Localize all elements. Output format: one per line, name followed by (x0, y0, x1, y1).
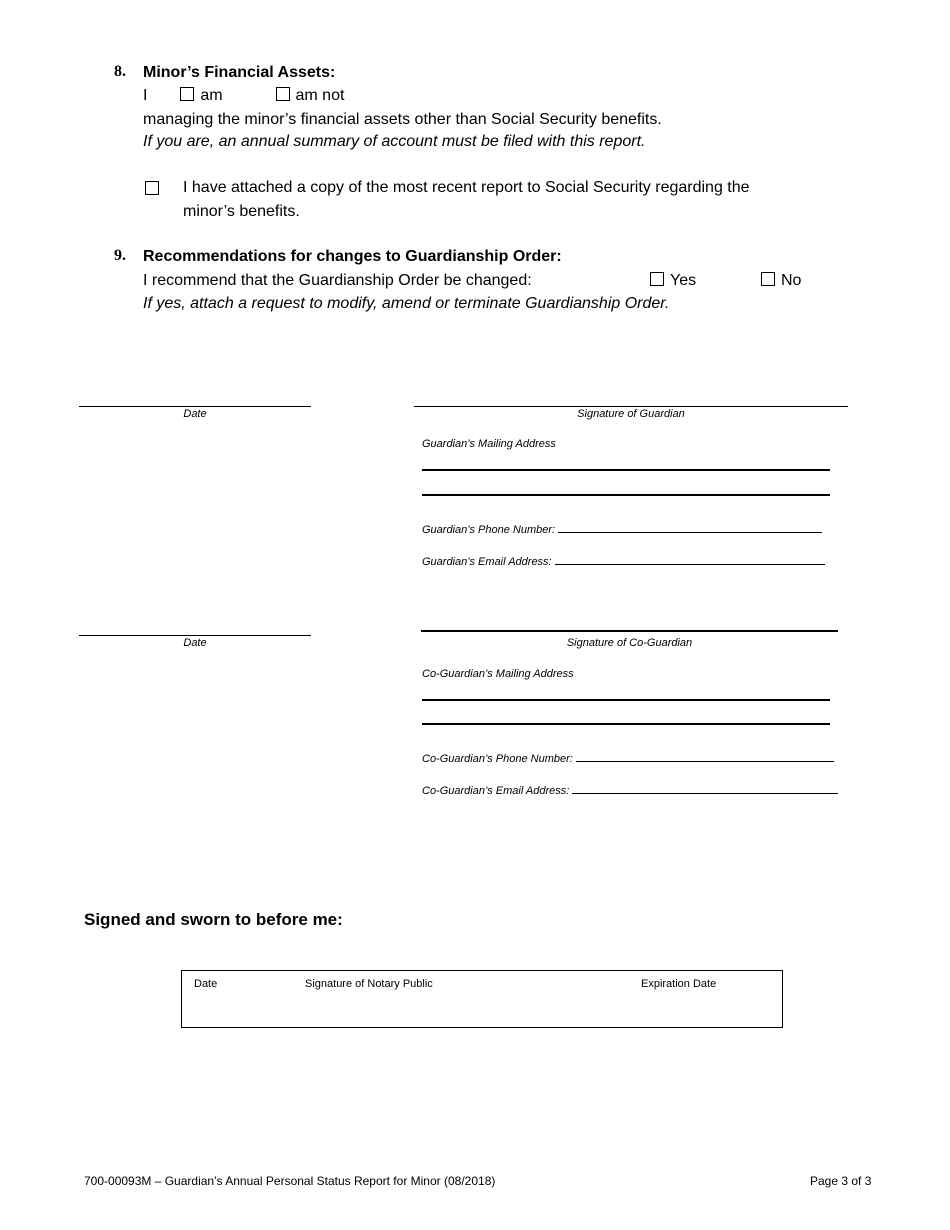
guardian-phone-field (422, 522, 822, 536)
guardian-mailing-label: Guardian’s Mailing Address (422, 438, 556, 450)
coguardian-email-label: Co-Guardian’s Email Address: (422, 785, 570, 797)
yes-label: Yes (670, 272, 697, 289)
guardian-date-line[interactable] (79, 406, 311, 407)
guardian-email-label: Guardian’s Email Address: (422, 556, 552, 568)
am-not-checkbox[interactable] (276, 87, 290, 101)
coguardian-date-label: Date (183, 637, 207, 649)
section-8-choice-row (143, 86, 344, 106)
coguardian-address-line-1[interactable] (422, 699, 830, 701)
section-8-heading: Minor’s Financial Assets: (143, 64, 336, 81)
section-9-question: I recommend that the Guardianship Order be changed: (143, 272, 532, 289)
notary-signature-label: Signature of Notary Public (305, 978, 433, 990)
coguardian-phone-input-line[interactable] (576, 751, 834, 762)
footer-form-title: 700-00093M – Guardian’s Annual Personal Status Report for Minor (08/2018) (84, 1174, 496, 1188)
yes-option (650, 271, 696, 291)
section-9-note: If yes, attach a request to modify, amend or terminate Guardianship Order. (143, 295, 670, 312)
notary-box[interactable] (181, 970, 783, 1028)
yes-checkbox[interactable] (650, 272, 664, 286)
attached-report-line-2: minor’s benefits. (183, 203, 300, 220)
guardian-signature-label: Signature of Guardian (577, 408, 685, 420)
coguardian-phone-label: Co-Guardian’s Phone Number: (422, 753, 573, 765)
am-checkbox[interactable] (180, 87, 194, 101)
section-9-number: 9. (114, 247, 126, 264)
am-label: am (200, 87, 223, 104)
footer-page-number: Page 3 of 3 (810, 1174, 872, 1188)
pronoun-text: I (143, 87, 148, 104)
no-option (761, 271, 801, 291)
coguardian-signature-line[interactable] (421, 630, 838, 632)
no-checkbox[interactable] (761, 272, 775, 286)
coguardian-address-line-2[interactable] (422, 723, 830, 725)
section-8-number: 8. (114, 63, 126, 80)
no-label: No (781, 272, 802, 289)
notary-date-label: Date (194, 978, 218, 990)
coguardian-date-line[interactable] (79, 635, 311, 636)
am-not-label: am not (295, 87, 345, 104)
guardian-address-line-1[interactable] (422, 469, 830, 471)
coguardian-mailing-label: Co-Guardian’s Mailing Address (422, 668, 574, 680)
guardian-signature-line[interactable] (414, 406, 848, 407)
guardian-date-label: Date (183, 408, 207, 420)
attached-report-checkbox[interactable] (145, 181, 159, 195)
sworn-heading: Signed and sworn to before me: (84, 910, 343, 929)
guardian-email-field (422, 554, 825, 568)
coguardian-email-field (422, 783, 838, 797)
section-9-heading: Recommendations for changes to Guardianship Order: (143, 248, 562, 265)
guardian-email-input-line[interactable] (555, 554, 825, 565)
guardian-phone-input-line[interactable] (558, 522, 822, 533)
notary-expiration-label: Expiration Date (641, 978, 717, 990)
guardian-address-line-2[interactable] (422, 494, 830, 496)
coguardian-signature-label: Signature of Co-Guardian (566, 637, 693, 649)
section-8-note: If you are, an annual summary of account must be filed with this report. (143, 133, 646, 150)
section-8-statement: managing the minor’s financial assets other than Social Security benefits. (143, 111, 662, 128)
guardian-phone-label: Guardian’s Phone Number: (422, 524, 556, 536)
coguardian-email-input-line[interactable] (572, 783, 838, 794)
attached-report-line-1: I have attached a copy of the most recent report to Social Security regarding the (183, 179, 750, 196)
coguardian-phone-field (422, 751, 834, 765)
